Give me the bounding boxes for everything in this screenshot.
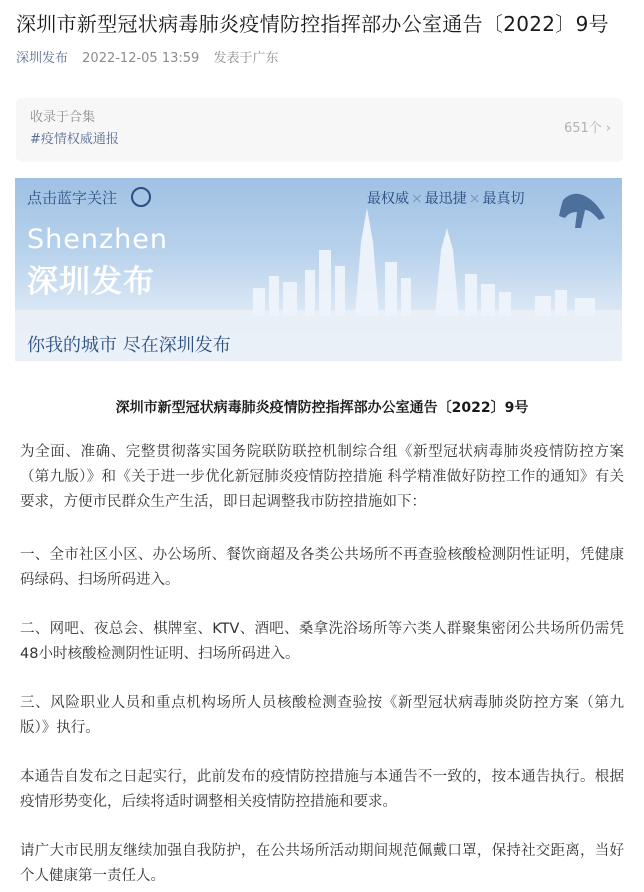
collection-count-value: 651个: [563, 121, 602, 136]
publish-time: 2022-12-05 13:59: [82, 51, 200, 66]
author-link[interactable]: 深圳发布: [16, 51, 69, 66]
slogan-item: 最真切: [482, 191, 525, 207]
publish-location: 发表于广东: [213, 51, 279, 66]
collection-count[interactable]: [564, 120, 611, 138]
follow-prompt: 点击蓝字关注: [27, 189, 118, 207]
body-paragraph: 为全面、准确、完整贯彻落实国务院联防联控机制综合组《新型冠状病毒肺炎疫情防控方案（第九版）》和《关于进一步优化新冠肺炎疫情防控措施 科学精准做好防控工作的通知》有关要求，方便市民群众生产生活，即日起调整我市防控措施如下：: [20, 444, 624, 510]
banner-chinese-name: 深圳发布: [27, 264, 155, 300]
follow-circle-icon: [131, 187, 151, 207]
notice-heading: 深圳市新型冠状病毒肺炎疫情防控指挥部办公室通告〔2022〕9号: [115, 400, 529, 416]
banner-slogan: [367, 188, 524, 208]
header-banner-image: [15, 178, 622, 361]
slogan-item: 最权威: [367, 191, 409, 207]
chevron-right-icon: ›: [605, 121, 611, 136]
body-paragraph: 一、全市社区小区、办公场所、餐饮商超及各类公共场所不再查验核酸检测阴性证明，凭健康码绿码、扫场所码进入。: [20, 547, 624, 588]
article-title: 深圳市新型冠状病毒肺炎疫情防控指挥部办公室通告〔2022〕9号: [16, 12, 609, 36]
body-paragraph: 三、风险职业人员和重点机构场所人员核酸检测查验按《新型冠状病毒肺炎防控方案（第九版）》执行。: [20, 695, 624, 736]
collection-card[interactable]: [16, 98, 623, 162]
body-paragraph: 本通告自发布之日起实行，此前发布的疫情防控措施与本通告不一致的，按本通告执行。根据疫情形势变化，后续将适时调整相关疫情防控措施和要求。: [20, 769, 624, 810]
body-paragraph: 二、网吧、夜总会、棋牌室、KTV、酒吧、桑拿洗浴场所等六类人群聚集密闭公共场所仍需凭48小时核酸检测阴性证明、扫场所码进入。: [20, 621, 624, 662]
collection-label: 收录于合集: [30, 110, 96, 125]
slogan-separator: ×: [411, 191, 423, 207]
slogan-item: 最迅捷: [424, 191, 467, 207]
banner-english-name: Shenzhen: [27, 224, 168, 255]
banner-motto: 你我的城市 尽在深圳发布: [27, 335, 231, 356]
slogan-separator: ×: [468, 191, 481, 207]
collection-tag[interactable]: #疫情权威通报: [30, 132, 119, 147]
body-paragraph: 请广大市民朋友继续加强自我防护，在公共场所活动期间规范佩戴口罩，保持社交距离，当好个人健康第一责任人。: [20, 843, 624, 884]
article-meta: [16, 50, 288, 68]
